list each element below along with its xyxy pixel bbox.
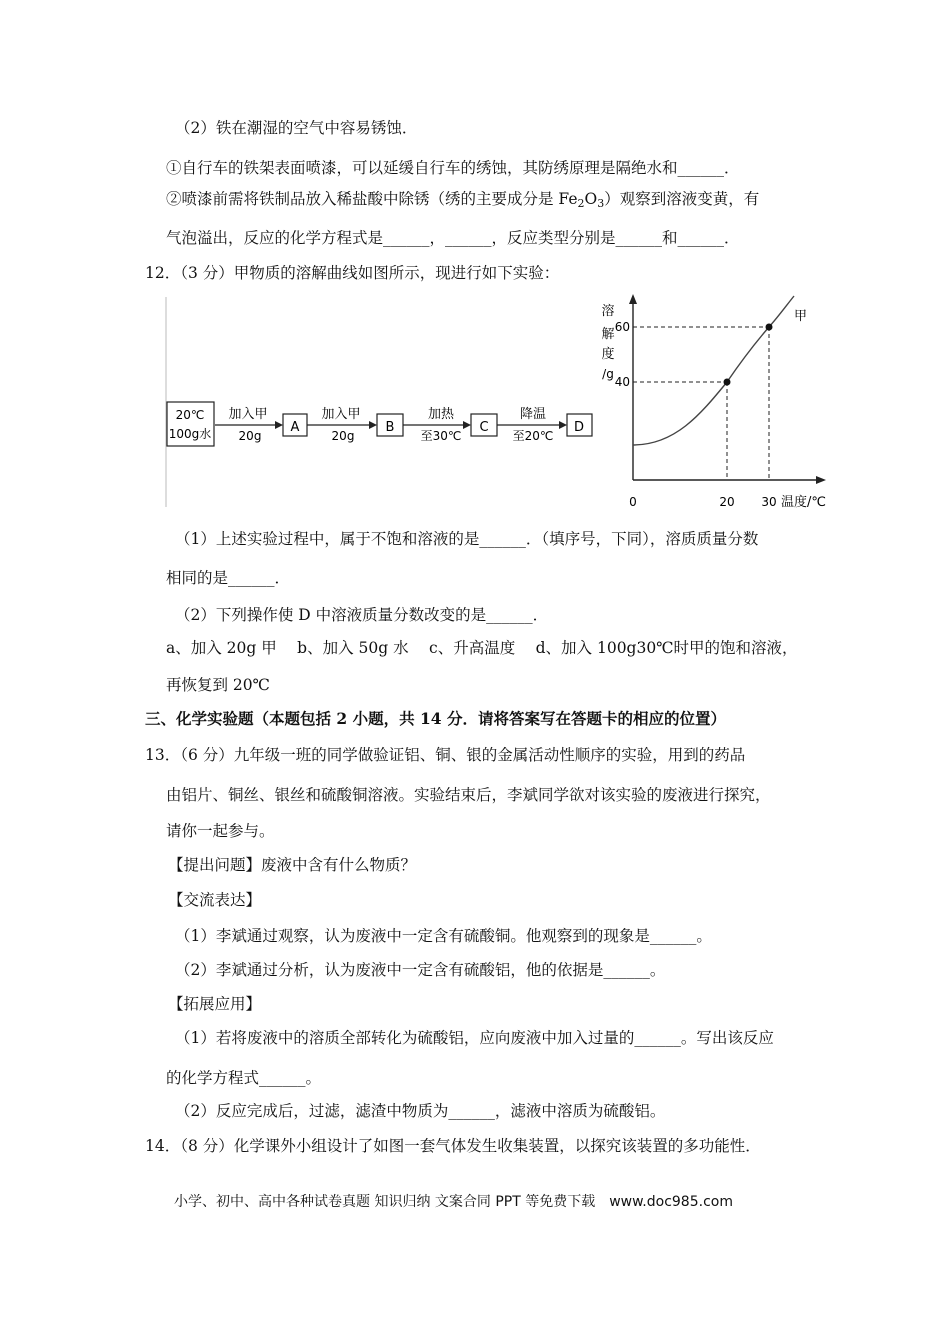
flow-step3-top: 加热 xyxy=(427,407,455,422)
q13-h1: 【提出问题】废液中含有什么物质？ xyxy=(168,856,417,874)
flow-box-b: B xyxy=(385,420,395,435)
flow-step1-top: 加入甲 xyxy=(228,407,268,422)
experiment-flow-diagram xyxy=(160,292,600,512)
graph-ytick-60: 60 xyxy=(614,320,630,334)
q13-a1: （1）若将废液中的溶质全部转化为硫酸铝，应向废液中加入过量的______。写出该反应 xyxy=(175,1029,774,1047)
section3-heading: 三、化学实验题（本题包括 2 小题，共 14 分．请将答案写在答题卡的相应的位置） xyxy=(145,709,726,728)
q13-a2: （2）反应完成后，过滤，滤渣中物质为______，滤液中溶质为硫酸铝。 xyxy=(175,1102,666,1120)
flow-start-line1: 20℃ xyxy=(175,408,205,422)
graph-ylabel-1: 溶 xyxy=(601,304,615,319)
flow-step1-bottom: 20g xyxy=(238,429,262,443)
q12-options: a、加入 20g 甲 b、加入 50g 水 c、升高温度 d、加入 100g30℃时甲的饱和溶液， xyxy=(166,639,798,657)
graph-ytick-40: 40 xyxy=(614,375,630,389)
graph-xlabel: 温度/℃ xyxy=(781,495,826,510)
q13-l1: 13．（6 分）九年级一班的同学做验证铝、铜、银的金属活动性顺序的实验，用到的药品 xyxy=(145,746,746,764)
graph-ylabel-3: 度 xyxy=(601,347,615,362)
graph-ylabel-4: /g xyxy=(602,367,614,381)
flow-box-c: C xyxy=(479,420,489,435)
flow-start-line2: 100g水 xyxy=(168,427,212,441)
q13-l3: 请你一起参与。 xyxy=(166,822,275,840)
q13-l2: 由铝片、铜丝、银丝和硫酸铜溶液。实验结束后，李斌同学欲对该实验的废液进行探究， xyxy=(166,786,771,804)
q11-sub2b: 气泡溢出，反应的化学方程式是______，______，反应类型分别是______和______． xyxy=(166,229,740,247)
flow-box-a: A xyxy=(290,420,300,435)
q12-stem: 12．（3 分）甲物质的溶解曲线如图所示，现进行如下实验： xyxy=(145,264,560,282)
q12-p2: （2）下列操作使 D 中溶液质量分数改变的是______． xyxy=(175,606,549,624)
flow-step2-bottom: 20g xyxy=(331,429,355,443)
q14-l1: 14．（8 分）化学课外小组设计了如图一套气体发生收集装置，以探究该装置的多功能性． xyxy=(145,1137,761,1155)
solubility-graph xyxy=(590,290,840,520)
graph-series-label: 甲 xyxy=(794,309,808,324)
q13-h2: 【交流表达】 xyxy=(168,891,262,909)
q11-part2: （2）铁在潮湿的空气中容易锈蚀． xyxy=(175,119,418,137)
page-footer: 小学、初中、高中各种试卷真题 知识归纳 文案合同 PPT 等免费下载 www.doc985.com xyxy=(174,1194,733,1210)
flow-step2-top: 加入甲 xyxy=(321,407,361,422)
q11-sub1: ①自行车的铁架表面喷漆，可以延缓自行车的绣蚀，其防绣原理是隔绝水和______． xyxy=(166,159,740,177)
flow-step4-top: 降温 xyxy=(519,407,547,422)
q12-p1b: 相同的是______． xyxy=(166,569,291,587)
flow-box-d: D xyxy=(573,420,585,435)
graph-ylabel-2: 解 xyxy=(601,327,615,342)
q13-e2: （2）李斌通过分析，认为废液中一定含有硫酸铝，他的依据是______。 xyxy=(175,961,666,979)
q12-options-cont: 再恢复到 20℃ xyxy=(166,676,270,694)
q13-a1b: 的化学方程式______。 xyxy=(166,1069,322,1087)
q12-p1a: （1）上述实验过程中，属于不饱和溶液的是______．（填序号，下同），溶质质量分数 xyxy=(175,530,759,548)
graph-origin: 0 xyxy=(629,495,637,509)
flow-step4-bottom: 至20℃ xyxy=(512,429,554,443)
q13-h3: 【拓展应用】 xyxy=(168,995,262,1013)
graph-xtick-30: 30 xyxy=(761,495,777,509)
flow-step3-bottom: 至30℃ xyxy=(420,429,462,443)
q13-e1: （1）李斌通过观察，认为废液中一定含有硫酸铜。他观察到的现象是______。 xyxy=(175,927,712,945)
graph-xtick-20: 20 xyxy=(719,495,735,509)
q11-sub2a: ②喷漆前需将铁制品放入稀盐酸中除锈（绣的主要成分是 $Fe_2O_3$）观察到溶液变黄，有 xyxy=(166,190,760,210)
